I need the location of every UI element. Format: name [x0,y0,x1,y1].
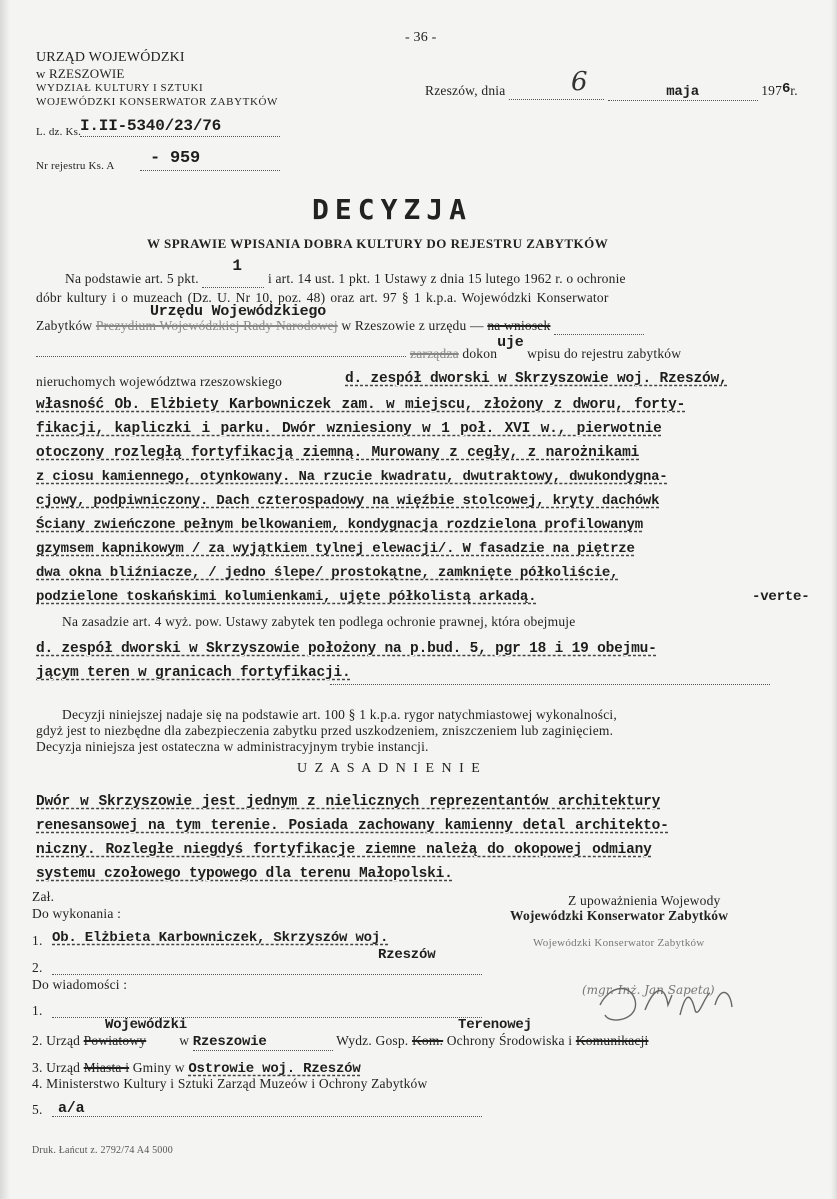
typed-line-11: jącym teren w granicach fortyfikacji. [36,665,351,681]
wiad-3-urzad: Urząd [46,1060,81,1075]
wiad-2-wydz: Wydz. Gosp. [336,1033,409,1048]
document-title: DECYZJA [312,193,473,226]
body-line-3 [36,318,644,335]
body-line-4b: wpisu do rejestru zabytków [527,346,682,361]
body-line-3-dots [554,318,644,335]
wiad-2-num: 2. [32,1033,43,1048]
wiad-2-powiatowy: Powiatowy [83,1033,147,1048]
nr-underline [140,170,280,171]
body-line-4 [410,334,682,363]
place-date [425,67,798,101]
wiad-2-komunikacji: Komunikacji [575,1033,649,1048]
document-subtitle: W SPRAWIE WPISANIA DOBRA KULTURY DO REJESTRU ZABYTKÓW [147,236,609,251]
typed-line-4: z ciosu kamiennego, otynkowany. Na rzucie kwadratu, dwutraktowy, dwukondygna- [36,469,668,485]
typed-line-5: cjowy, podpiwniczony. Dach czterospadowy na więźbie stolcowej, kryty dachówk [36,493,660,509]
body-line-1a: Na podstawie art. 5 pkt. [65,271,199,286]
typed-line-6: Ściany zwieńczone pełnym belkowaniem, kondygnacja rozdzielona profilowanym [36,517,643,533]
ldz-label: L. dz. Ks. [36,126,82,138]
wiad-2-terenowej: Terenowej [458,1017,532,1033]
date-year-end: r. [790,83,798,98]
date-month: maja [608,84,758,101]
wiad-2-w: w [179,1033,190,1048]
justification-line-3: niczny. Rozległe niegdyś fortyfikacje ziemne należą do okopowej odmiany [36,842,652,858]
body-line-3b: w Rzeszowie z urzędu — [341,318,484,333]
wiad-3-num: 3. [32,1060,43,1075]
body-line-4-dots [36,356,406,357]
wiad-4-num: 4. [32,1076,43,1091]
item-2-num: 2. [32,960,43,975]
body-line-3a: Zabytków [36,318,93,333]
body-line-2: dóbr kultury i o muzeach (Dz. U. Nr 10, poz. 48) oraz art. 97 § 1 k.p.a. Wojewódzki Konserwator [36,290,609,305]
ldz-underline [80,136,280,137]
body-line-1b: i art. 14 ust. 1 pkt. 1 Ustawy z dnia 15 lutego 1962 r. o ochronie [267,271,626,286]
scan-left-edge [0,0,10,1199]
item-2-dots [52,974,482,975]
nr-rejestru-label: Nr rejestru Ks. A [36,160,115,172]
pkt-value: 1 [232,257,242,275]
signer-name: (mgr. Inż. Jan Sapeta) [582,983,715,997]
item-1-num: 1. [32,933,43,948]
wiad-5-text: a/a [58,1100,85,1117]
date-day: 6 [571,67,588,97]
typed-line-3: otoczony rozległą fortyfikacją ziemną. Murowany z cegły, z narożnikami [36,445,640,461]
nr-rejestru-value: - 959 [150,149,201,168]
do-wiadomosci-label: Do wiadomości : [32,977,128,992]
issuer-line-3: WYDZIAŁ KULTURY I SZTUKI [36,82,204,94]
body-line-9: Decyzja niniejsza jest ostateczna w administracyjnym trybie instancji. [36,739,429,754]
print-info: Druk. Łańcut z. 2792/74 A4 5000 [32,1145,173,1156]
wiad-4-line [32,1076,427,1092]
page-number: - 36 - [405,30,437,45]
wiad-2-rzeszowie: Rzeszowie [193,1034,333,1051]
urzedu-wojewodzkiego: Urzędu Wojewódzkiego [150,303,327,320]
wiad-2-ochrony: Ochrony Środowiska i [446,1033,573,1048]
justification-line-4: systemu czołowego typowego dla terenu Małopolski. [36,866,453,882]
body-line-5a: nieruchomych województwa rzeszowskiego [36,374,283,389]
body-line-1 [65,257,626,288]
body-line-6: Na zasadzie art. 4 wyż. pow. Ustawy zabytek ten podlega ochronie prawnej, która obejmuje [62,614,576,629]
justification-line-2: renesansowej na tym terenie. Posiada zachowany kamienny detal architekto- [36,818,669,834]
dokon-label: dokon [462,346,498,361]
struck-prezydium: Prezydium Wojewódzkiej Rady Narodowej [95,318,338,333]
wiad-2-line [32,1033,649,1051]
wiad-3-ostrowie: Ostrowie woj. Rzeszów [188,1061,361,1077]
wiad-2-kom: Kom. [411,1033,444,1048]
justification-line-1: Dwór w Skrzyszowie jest jednym z nielicznych reprezentantów architektury [36,794,661,810]
typed-line-9: podzielone toskańskimi kolumienkami, ujęte półkolistą arkadą. [36,589,537,605]
wiad-3-miasta: Miasta i [83,1060,130,1075]
typed-line-7: gzymsem kapnikowym / za wyjątkiem tylnej elewacji/. W fasadzie na piętrze [36,541,635,557]
signature-scribble [590,975,750,1030]
wiad-2-wojewodzki: Wojewódzki [105,1017,188,1033]
pkt-field [202,257,264,288]
wiad-4-text: Ministerstwo Kultury i Sztuki Zarząd Muzeów i Ochrony Zabytków [46,1076,428,1091]
wiad-5-dots [52,1116,482,1117]
issuer-line-4: WOJEWÓDZKI KONSERWATOR ZABYTKÓW [36,96,279,108]
item-1-text: Ob. Elżbieta Karbowniczek, Skrzyszów woj. [52,930,389,946]
zal-label: Zał. [32,889,55,904]
scan-right-edge [831,0,837,1199]
do-wykonania-label: Do wykonania : [32,906,122,921]
wiad-1-num: 1. [32,1003,43,1018]
date-year-suffix: 6 [782,81,791,97]
struck-na-wniosek: na wniosek [487,318,551,333]
wiad-2-urzad: Urząd [46,1033,81,1048]
date-day-field [509,67,604,100]
date-year-prefix: 197 [761,83,783,98]
ldz-value: I.II-5340/23/76 [80,117,222,135]
issuer-line-1: URZĄD WOJEWÓDZKI [36,50,185,65]
typed-line-1: własność Ob. Elżbiety Karbowniczek zam. w miejscu, złożony z dworu, forty- [36,397,686,413]
struck-zarzadza: zarządza [410,346,459,361]
authority-line-1: Z upoważnienia Wojewody [568,893,721,908]
wiad-3-gminy: Gminy w [132,1060,185,1075]
wiad-5-num: 5. [32,1102,43,1117]
typed-line-10: d. zespół dworski w Skrzyszowie położony na p.bud. 5, pgr 18 i 19 obejmu- [36,641,657,657]
justification-heading: U Z A S A D N I E N I E [297,761,482,776]
issuer-line-2: w RZESZOWIE [36,66,125,81]
item-1-text-b: Rzeszów [378,947,436,963]
verte-mark: -verte- [752,589,810,605]
body-line-11-dots [330,684,770,685]
typed-line-8: dwa okna bliźniacze, / jedno ślepe/ prostokątne, zamknięte półkoliście, [36,565,619,581]
authority-line-2: Wojewódzki Konserwator Zabytków [510,908,729,923]
wiad-3-line [32,1060,388,1077]
body-line-5b: d. zespół dworski w Skrzyszowie woj. Rzeszów, [345,371,728,387]
typed-line-2: fikacji, kapliczki i parku. Dwór wzniesiony w 1 poł. XVI w., pierwotnie [36,421,662,437]
official-stamp: Wojewódzki Konserwator Zabytków [533,937,705,949]
body-line-7: Decyzji niniejszej nadaje się na podstawie art. 100 § 1 k.p.a. rygor natychmiastowej wykonalności, [62,707,617,722]
place-date-prefix: Rzeszów, dnia [425,83,506,98]
body-line-8: gdyż jest to niezbędne dla zabezpieczenia zabytku przed uszkodzeniem, zniszczeniem lub zaginięciem. [36,723,614,738]
dokon-uje: uje [497,334,524,351]
